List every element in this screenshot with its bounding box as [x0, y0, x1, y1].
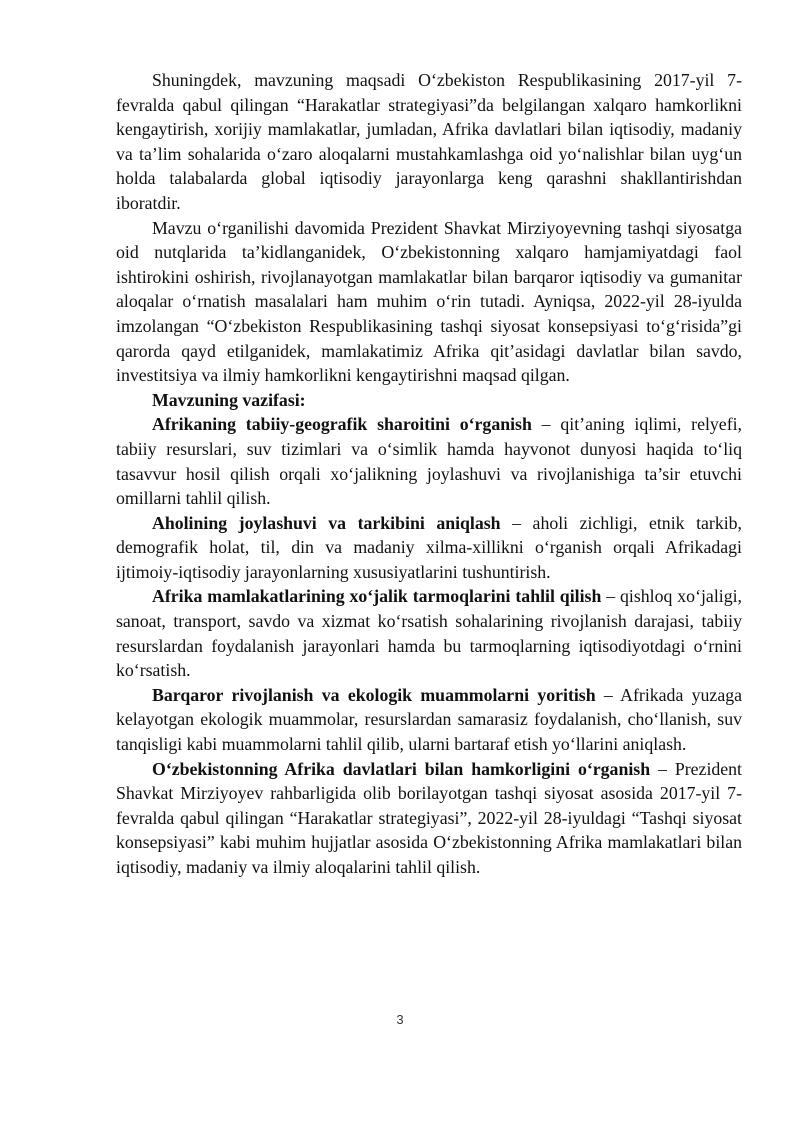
- task-item-ecology: [116, 683, 742, 757]
- task-description: – Afrikada yuzaga kelayotgan ekologik muammolar, resurslardan samarasiz foydalanish, cho‘llanish, suv tanqisligi kabi muammolarni tahlil qilib, ularni bartaraf etish yo‘llarini aniqlash.: [116, 684, 742, 755]
- task-term: Aholining joylashuvi va tarkibini aniqlash: [152, 512, 501, 533]
- task-term: Afrika mamlakatlarining xo‘jalik tarmoqlarini tahlil qilish: [152, 586, 602, 607]
- task-item-geography: [116, 412, 742, 510]
- task-item-economy: [116, 584, 742, 682]
- task-term: Barqaror rivojlanish va ekologik muammolarni yoritish: [152, 684, 596, 705]
- task-item-cooperation: [116, 757, 742, 880]
- task-description: – aholi zichligi, etnik tarkib, demografik holat, til, din va madaniy xilma-xillikni o‘rganish orqali Afrikadagi ijtimoiy-iqtisodiy jarayonlarning xususiyatlarini tushuntirish.: [116, 512, 742, 582]
- task-description: – qishloq xo‘jaligi, sanoat, transport, savdo va xizmat ko‘rsatish sohalarining rivojlanish darajasi, tabiiy resurslardan foydalanish jarayonlari hamda bu tarmoqlarning iqtisodiyotdagi o‘rnini ko‘rsatish.: [116, 586, 742, 681]
- task-description: – Prezident Shavkat Mirziyoyev rahbarligida olib borilayotgan tashqi siyosat asosida 2017-yil 7-fevralda qabul qilingan “Harakatlar strategiyasi”, 2022-yil 28-iyuldagi “Tashqi siyosat konsepsiyasi” kabi muhim hujjatlar asosida O‘zbekistonning Afrika mamlakatlari bilan iqtisodiy, madaniy va ilmiy aloqalarini tahlil qilish.: [116, 758, 742, 877]
- task-term: Afrikaning tabiiy-geografik sharoitini o‘rganish: [152, 414, 532, 435]
- document-page: [116, 68, 742, 880]
- task-term: O‘zbekistonning Afrika davlatlari bilan hamkorligini o‘rganish: [152, 758, 651, 779]
- context-paragraph: Mavzu o‘rganilishi davomida Prezident Shavkat Mirziyoyevning tashqi siyosatga oid nutqlarida ta’kidlanganidek, O‘zbekistonning xalqaro hamjamiyatdagi faol ishtirokini oshirish, rivojlanayotgan mamlakatlar bilan barqaror iqtisodiy va gumanitar aloqalar o‘rnatish masalalari ham muhim o‘rin tutadi. Ayniqsa, 2022-yil 28-iyulda imzolangan “O‘zbekiston Respublikasining tashqi siyosat konsepsiyasi to‘g‘risida”gi qarorda qayd etilganidek, mamlakatimiz Afrika qit’asidagi davlatlar bilan savdo, investitsiya va ilmiy hamkorlikni kengaytirishni maqsad qilgan.: [116, 217, 742, 386]
- section-heading: Mavzuning vazifasi:: [152, 389, 306, 410]
- page-number: 3: [396, 1012, 404, 1027]
- task-description: – qit’aning iqlimi, relyefi, tabiiy resurslari, suv tizimlari va o‘simlik hamda hayvonot dunyosi haqida to‘liq tasavvur hosil qilish orqali xo‘jalikning joylashuvi va rivojlanishiga ta’sir etuvchi omillarni tahlil qilish.: [116, 414, 742, 509]
- task-item-population: [116, 511, 742, 585]
- intro-paragraph: Shuningdek, mavzuning maqsadi O‘zbekiston Respublikasining 2017-yil 7-fevralda qabul qilingan “Harakatlar strategiyasi”da belgilangan xalqaro hamkorlikni kengaytirish, xorijiy mamlakatlar, jumladan, Afrika davlatlari bilan iqtisodiy, madaniy va ta’lim sohalarida o‘zaro aloqalarni mustahkamlashga oid yo‘nalishlar bilan uyg‘un holda talabalarda global iqtisodiy jarayonlarga keng qarashni shakllantirishdan iboratdir.: [116, 70, 742, 213]
